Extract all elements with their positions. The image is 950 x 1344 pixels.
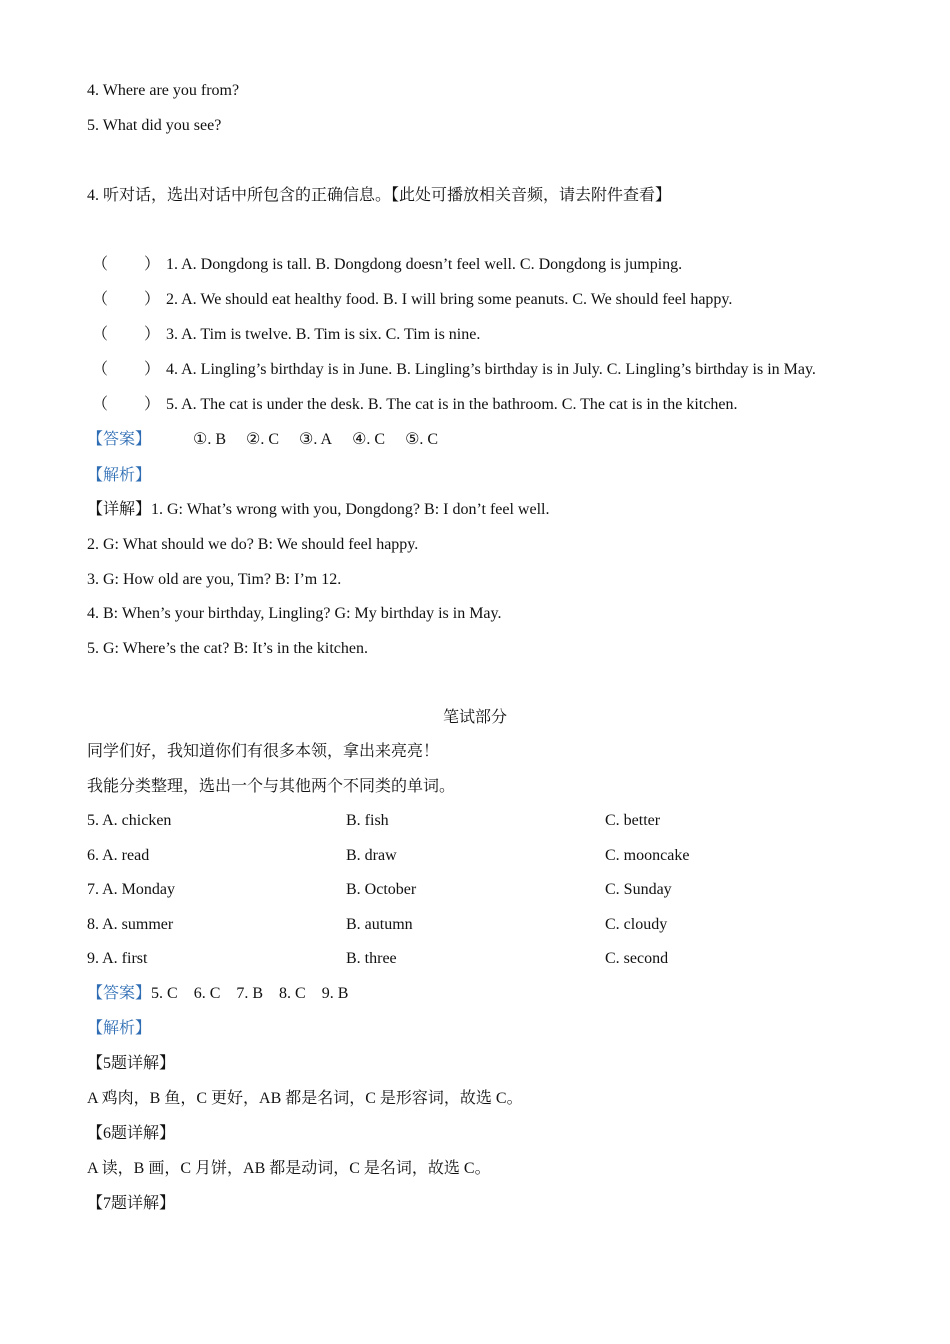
answer-item: ④. C <box>352 431 386 448</box>
answer-blank-open: （ <box>92 361 109 378</box>
choice-row-1 <box>92 255 682 275</box>
detail-line-3: 3. G: How old are you, Tim? B: I’m 12. <box>87 571 342 588</box>
option-b: B. autumn <box>346 916 413 933</box>
answer-label: 【答案】 <box>87 985 152 1002</box>
detail-line-5: 5. G: Where’s the cat? B: It’s in the kitchen. <box>87 640 368 657</box>
answer-blank-open: （ <box>92 291 109 308</box>
answer-blank-close: ） <box>144 396 161 413</box>
option-c: C. second <box>605 950 669 967</box>
option-c: C. Sunday <box>605 881 672 898</box>
analysis-label-written: 【解析】 <box>87 1020 152 1037</box>
option-a: 8. A. summer <box>87 916 174 933</box>
option-a: 7. A. Monday <box>87 881 175 898</box>
detail-line-1: 【详解】1. G: What’s wrong with you, Dongdong? B: I don’t feel well. <box>87 501 550 518</box>
question-5: 5. What did you see? <box>87 117 222 134</box>
choice-row-2 <box>92 290 732 310</box>
written-intro: 同学们好，我知道你们有很多本领，拿出来亮亮！ <box>87 743 440 760</box>
choice-text: 4. A. Lingling’s birthday is in June. B. Lingling’s birthday is in July. C. Lingling’s birthday is in May. <box>166 361 816 378</box>
choice-row-3 <box>92 325 480 345</box>
answer-blank-close: ） <box>144 256 161 273</box>
q6-detail-heading: 【6题详解】 <box>87 1125 176 1142</box>
answer-text: 5. C 6. C 7. B 8. C 9. B <box>151 985 349 1002</box>
option-a: 6. A. read <box>87 847 150 864</box>
question-4: 4. Where are you from? <box>87 82 240 99</box>
detail-line-4: 4. B: When’s your birthday, Lingling? G: My birthday is in May. <box>87 605 502 622</box>
choice-text: 2. A. We should eat healthy food. B. I will bring some peanuts. C. We should feel happy. <box>166 291 733 308</box>
answer-item: ③. A <box>299 431 333 448</box>
option-a: 9. A. first <box>87 950 148 967</box>
choice-text: 3. A. Tim is twelve. B. Tim is six. C. Tim is nine. <box>166 326 481 343</box>
answer-blank-open: （ <box>92 396 109 413</box>
answer-blank-open: （ <box>92 256 109 273</box>
option-b: B. fish <box>346 812 389 829</box>
choice-row-5 <box>92 395 737 415</box>
option-c: C. cloudy <box>605 916 668 933</box>
option-c: C. mooncake <box>605 847 690 864</box>
written-section-title: 笔试部分 <box>442 709 507 726</box>
option-c: C. better <box>605 812 661 829</box>
answer-item: ⑤. C <box>405 431 439 448</box>
q6-detail-text: A 读，B 画，C 月饼，AB 都是动词，C 是名词，故选 C。 <box>87 1160 491 1177</box>
answer-item: ②. C <box>246 431 280 448</box>
answer-blank-close: ） <box>144 361 161 378</box>
q7-detail-heading: 【7题详解】 <box>87 1195 176 1212</box>
option-a: 5. A. chicken <box>87 812 172 829</box>
q5-detail-heading: 【5题详解】 <box>87 1055 176 1072</box>
answer-blank-close: ） <box>144 291 161 308</box>
choice-text: 5. A. The cat is under the desk. B. The cat is in the bathroom. C. The cat is in the kitchen. <box>166 396 738 413</box>
analysis-label-section4: 【解析】 <box>87 467 152 484</box>
answer-blank-open: （ <box>92 326 109 343</box>
section4-title: 4. 听对话，选出对话中所包含的正确信息。【此处可播放相关音频，请去附件查看】 <box>87 187 672 204</box>
choice-text: 1. A. Dongdong is tall. B. Dongdong doesn’t feel well. C. Dongdong is jumping. <box>166 256 683 273</box>
option-b: B. October <box>346 881 417 898</box>
answer-line-written <box>87 984 348 1004</box>
option-b: B. three <box>346 950 397 967</box>
answer-line-section4 <box>87 430 454 450</box>
answer-blank-close: ） <box>144 326 161 343</box>
answer-item: ①. B <box>193 431 227 448</box>
option-b: B. draw <box>346 847 397 864</box>
choice-row-4 <box>92 360 816 380</box>
answer-label: 【答案】 <box>87 431 152 448</box>
written-instruction: 我能分类整理，选出一个与其他两个不同类的单词。 <box>87 778 456 795</box>
q5-detail-text: A 鸡肉，B 鱼，C 更好，AB 都是名词，C 是形容词，故选 C。 <box>87 1090 523 1107</box>
detail-line-2: 2. G: What should we do? B: We should feel happy. <box>87 536 419 553</box>
